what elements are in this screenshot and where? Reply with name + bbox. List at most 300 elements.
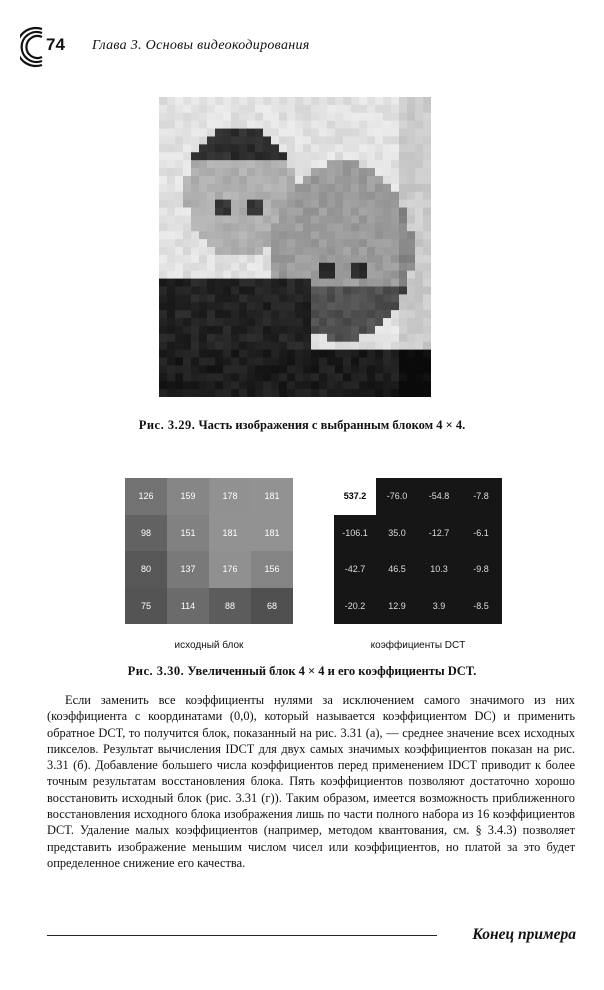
photo-pixel — [215, 279, 224, 287]
photo-pixel — [415, 113, 424, 121]
photo-pixel — [343, 113, 352, 121]
photo-pixel — [335, 373, 344, 381]
photo-pixel — [255, 176, 264, 184]
photo-pixel — [327, 136, 336, 144]
divider-rule — [47, 935, 437, 936]
photo-pixel — [215, 381, 224, 389]
photo-pixel — [207, 334, 216, 342]
photo-pixel — [399, 247, 408, 255]
photo-pixel — [423, 239, 431, 247]
photo-pixel — [175, 326, 184, 334]
photo-pixel — [287, 318, 296, 326]
photo-pixel — [415, 326, 424, 334]
photo-pixel — [223, 294, 232, 302]
photo-pixel — [231, 263, 240, 271]
photo-pixel — [303, 365, 312, 373]
grid-cell: -8.5 — [460, 588, 502, 625]
photo-pixel — [215, 200, 224, 208]
photo-pixel — [223, 389, 232, 397]
dct-coefficients-grid — [334, 478, 502, 624]
photo-pixel — [391, 129, 400, 137]
photo-pixel — [391, 184, 400, 192]
photo-pixel — [231, 373, 240, 381]
photo-pixel — [399, 263, 408, 271]
photo-pixel — [351, 121, 360, 129]
photo-pixel — [239, 271, 248, 279]
photo-pixel — [183, 136, 192, 144]
photo-pixel — [295, 176, 304, 184]
photo-pixel — [263, 231, 272, 239]
photo-pixel — [215, 105, 224, 113]
photo-pixel — [231, 176, 240, 184]
photo-pixel — [375, 160, 384, 168]
photo-pixel — [351, 310, 360, 318]
grid-cell: 181 — [251, 515, 293, 552]
photo-pixel — [407, 373, 416, 381]
photo-pixel — [199, 279, 208, 287]
photo-pixel — [239, 208, 248, 216]
photo-pixel — [247, 286, 256, 294]
page-number: 74 — [46, 35, 65, 54]
photo-pixel — [223, 350, 232, 358]
end-of-example: Конец примера — [472, 926, 576, 943]
photo-pixel — [383, 247, 392, 255]
photo-pixel — [159, 381, 168, 389]
photo-pixel — [295, 239, 304, 247]
photo-pixel — [399, 208, 408, 216]
photo-pixel — [327, 255, 336, 263]
photo-pixel — [175, 97, 184, 105]
photo-pixel — [359, 184, 368, 192]
grid-cell: 159 — [167, 478, 209, 515]
photo-pixel — [383, 255, 392, 263]
photo-pixel — [375, 286, 384, 294]
photo-pixel — [407, 239, 416, 247]
photo-pixel — [423, 318, 431, 326]
photo-pixel — [351, 215, 360, 223]
photo-pixel — [239, 279, 248, 287]
photo-pixel — [303, 184, 312, 192]
photo-pixel — [359, 152, 368, 160]
photo-pixel — [407, 208, 416, 216]
photo-pixel — [375, 144, 384, 152]
photo-pixel — [343, 350, 352, 358]
photo-pixel — [239, 247, 248, 255]
photo-pixel — [311, 129, 320, 137]
photo-pixel — [279, 105, 288, 113]
photo-pixel — [311, 215, 320, 223]
photo-pixel — [375, 310, 384, 318]
photo-pixel — [263, 247, 272, 255]
photo-pixel — [383, 381, 392, 389]
photo-pixel — [263, 223, 272, 231]
photo-pixel — [247, 105, 256, 113]
grid-cell: 176 — [209, 551, 251, 588]
photo-pixel — [319, 263, 328, 271]
grid-cell: 181 — [251, 478, 293, 515]
photo-pixel — [191, 168, 200, 176]
photo-pixel — [279, 310, 288, 318]
photo-pixel — [167, 160, 176, 168]
photo-pixel — [367, 389, 376, 397]
photo-pixel — [343, 215, 352, 223]
photo-pixel — [359, 294, 368, 302]
photo-pixel — [367, 255, 376, 263]
photo-pixel — [215, 365, 224, 373]
photo-pixel — [383, 105, 392, 113]
photo-pixel — [231, 279, 240, 287]
photo-pixel — [375, 200, 384, 208]
photo-pixel — [263, 326, 272, 334]
photo-pixel — [423, 247, 431, 255]
photo-pixel — [391, 358, 400, 366]
photo-pixel — [407, 334, 416, 342]
photo-pixel — [359, 302, 368, 310]
photo-pixel — [279, 200, 288, 208]
photo-pixel — [263, 215, 272, 223]
photo-pixel — [287, 247, 296, 255]
grid-cell: 80 — [125, 551, 167, 588]
photo-pixel — [199, 318, 208, 326]
grid-cell: 35.0 — [376, 515, 418, 552]
photo-pixel — [199, 184, 208, 192]
photo-pixel — [287, 136, 296, 144]
photo-pixel — [367, 184, 376, 192]
photo-pixel — [391, 144, 400, 152]
photo-pixel — [335, 113, 344, 121]
photo-pixel — [343, 247, 352, 255]
photo-pixel — [319, 200, 328, 208]
photo-pixel — [287, 176, 296, 184]
photo-pixel — [311, 121, 320, 129]
photo-pixel — [351, 350, 360, 358]
photo-pixel — [183, 192, 192, 200]
photo-pixel — [319, 365, 328, 373]
photo-pixel — [263, 373, 272, 381]
photo-pixel — [399, 231, 408, 239]
photo-pixel — [407, 294, 416, 302]
photo-pixel — [167, 373, 176, 381]
photo-pixel — [335, 231, 344, 239]
photo-pixel — [359, 373, 368, 381]
photo-pixel — [383, 208, 392, 216]
photo-pixel — [359, 105, 368, 113]
photo-pixel — [183, 208, 192, 216]
photo-pixel — [391, 334, 400, 342]
photo-pixel — [375, 365, 384, 373]
photo-pixel — [335, 160, 344, 168]
photo-pixel — [183, 239, 192, 247]
photo-pixel — [391, 263, 400, 271]
photo-pixel — [351, 279, 360, 287]
photo-pixel — [415, 318, 424, 326]
photo-pixel — [415, 358, 424, 366]
photo-pixel — [391, 231, 400, 239]
photo-pixel — [295, 350, 304, 358]
photo-pixel — [399, 113, 408, 121]
photo-pixel — [255, 358, 264, 366]
photo-pixel — [295, 334, 304, 342]
photo-pixel — [287, 152, 296, 160]
photo-pixel — [367, 279, 376, 287]
photo-pixel — [199, 239, 208, 247]
photo-pixel — [399, 373, 408, 381]
photo-pixel — [367, 231, 376, 239]
photo-pixel — [351, 144, 360, 152]
photo-pixel — [295, 302, 304, 310]
photo-pixel — [359, 263, 368, 271]
photo-pixel — [279, 121, 288, 129]
photo-pixel — [359, 144, 368, 152]
photo-pixel — [391, 255, 400, 263]
photo-pixel — [303, 239, 312, 247]
photo-pixel — [415, 365, 424, 373]
photo-pixel — [319, 215, 328, 223]
photo-pixel — [407, 279, 416, 287]
photo-pixel — [263, 310, 272, 318]
photo-pixel — [327, 294, 336, 302]
photo-pixel — [263, 208, 272, 216]
photo-pixel — [159, 168, 168, 176]
photo-pixel — [375, 342, 384, 350]
photo-pixel — [327, 160, 336, 168]
photo-pixel — [175, 302, 184, 310]
photo-pixel — [159, 286, 168, 294]
photo-pixel — [167, 129, 176, 137]
photo-pixel — [311, 160, 320, 168]
photo-pixel — [207, 200, 216, 208]
photo-pixel — [255, 310, 264, 318]
photo-pixel — [383, 365, 392, 373]
photo-pixel — [295, 105, 304, 113]
photo-pixel — [175, 373, 184, 381]
photo-pixel — [415, 136, 424, 144]
original-block-label: исходный блок — [174, 640, 244, 651]
photo-pixel — [327, 192, 336, 200]
photo-pixel — [263, 184, 272, 192]
photo-pixel — [191, 184, 200, 192]
photo-pixel — [343, 184, 352, 192]
photo-pixel — [295, 310, 304, 318]
photo-pixel — [351, 176, 360, 184]
photo-pixel — [167, 279, 176, 287]
photo-pixel — [311, 358, 320, 366]
photo-pixel — [383, 129, 392, 137]
photo-pixel — [343, 208, 352, 216]
photo-pixel — [191, 97, 200, 105]
photo-pixel — [415, 271, 424, 279]
photo-pixel — [199, 334, 208, 342]
photo-pixel — [423, 208, 431, 216]
photo-pixel — [159, 121, 168, 129]
grid-cell: 178 — [209, 478, 251, 515]
photo-pixel — [335, 302, 344, 310]
photo-pixel — [287, 373, 296, 381]
photo-pixel — [231, 286, 240, 294]
photo-pixel — [279, 160, 288, 168]
photo-pixel — [311, 223, 320, 231]
photo-pixel — [295, 208, 304, 216]
photo-pixel — [247, 160, 256, 168]
photo-pixel — [351, 152, 360, 160]
grid-cell: -20.2 — [334, 588, 376, 625]
photo-pixel — [175, 389, 184, 397]
photo-pixel — [263, 389, 272, 397]
photo-pixel — [175, 168, 184, 176]
photo-pixel — [191, 365, 200, 373]
photo-pixel — [175, 215, 184, 223]
photo-pixel — [351, 342, 360, 350]
photo-pixel — [207, 271, 216, 279]
photo-pixel — [255, 381, 264, 389]
photo-pixel — [279, 358, 288, 366]
photo-pixel — [239, 358, 248, 366]
photo-pixel — [199, 326, 208, 334]
photo-pixel — [383, 271, 392, 279]
photo-pixel — [383, 192, 392, 200]
photo-pixel — [287, 231, 296, 239]
photo-pixel — [375, 239, 384, 247]
photo-pixel — [343, 286, 352, 294]
photo-pixel — [263, 302, 272, 310]
photo-pixel — [399, 326, 408, 334]
photo-pixel — [247, 247, 256, 255]
photo-pixel — [255, 105, 264, 113]
photo-pixel — [175, 255, 184, 263]
photo-pixel — [287, 358, 296, 366]
photo-pixel — [175, 192, 184, 200]
photo-pixel — [191, 286, 200, 294]
grid-cell: -6.1 — [460, 515, 502, 552]
photo-pixel — [407, 263, 416, 271]
photo-pixel — [375, 223, 384, 231]
photo-pixel — [223, 168, 232, 176]
photo-pixel — [415, 184, 424, 192]
photo-pixel — [391, 294, 400, 302]
photo-pixel — [287, 294, 296, 302]
photo-pixel — [295, 192, 304, 200]
photo-pixel — [255, 263, 264, 271]
photo-pixel — [415, 215, 424, 223]
photo-pixel — [423, 97, 431, 105]
photo-pixel — [383, 302, 392, 310]
photo-pixel — [183, 263, 192, 271]
photo-pixel — [247, 334, 256, 342]
photo-pixel — [343, 129, 352, 137]
photo-pixel — [191, 302, 200, 310]
photo-pixel — [327, 279, 336, 287]
photo-pixel — [207, 113, 216, 121]
photo-pixel — [271, 129, 280, 137]
photo-pixel — [231, 365, 240, 373]
photo-pixel — [375, 184, 384, 192]
photo-pixel — [399, 239, 408, 247]
photo-pixel — [223, 231, 232, 239]
photo-pixel — [191, 223, 200, 231]
photo-pixel — [407, 160, 416, 168]
photo-pixel — [367, 160, 376, 168]
photo-pixel — [255, 168, 264, 176]
photo-pixel — [351, 97, 360, 105]
photo-pixel — [367, 342, 376, 350]
grid-cell: -76.0 — [376, 478, 418, 515]
photo-pixel — [391, 176, 400, 184]
photo-pixel — [207, 105, 216, 113]
photo-pixel — [175, 136, 184, 144]
photo-pixel — [247, 208, 256, 216]
photo-pixel — [375, 121, 384, 129]
photo-pixel — [239, 302, 248, 310]
photo-pixel — [303, 294, 312, 302]
photo-pixel — [207, 318, 216, 326]
photo-pixel — [279, 279, 288, 287]
photo-pixel — [255, 318, 264, 326]
photo-pixel — [415, 342, 424, 350]
photo-pixel — [399, 279, 408, 287]
photo-pixel — [415, 176, 424, 184]
photo-pixel — [239, 105, 248, 113]
photo-pixel — [239, 200, 248, 208]
photo-pixel — [239, 373, 248, 381]
photo-pixel — [303, 271, 312, 279]
photo-pixel — [351, 358, 360, 366]
photo-pixel — [247, 381, 256, 389]
photo-pixel — [367, 286, 376, 294]
photo-pixel — [247, 389, 256, 397]
photo-pixel — [383, 239, 392, 247]
photo-pixel — [311, 192, 320, 200]
photo-pixel — [415, 105, 424, 113]
photo-pixel — [175, 144, 184, 152]
photo-pixel — [327, 326, 336, 334]
photo-pixel — [399, 350, 408, 358]
photo-pixel — [271, 310, 280, 318]
photo-pixel — [215, 136, 224, 144]
photo-pixel — [263, 121, 272, 129]
photo-pixel — [167, 144, 176, 152]
photo-pixel — [159, 358, 168, 366]
photo-pixel — [263, 97, 272, 105]
photo-pixel — [159, 192, 168, 200]
photo-pixel — [343, 365, 352, 373]
photo-pixel — [407, 113, 416, 121]
photo-pixel — [279, 97, 288, 105]
photo-pixel — [303, 358, 312, 366]
photo-pixel — [415, 294, 424, 302]
photo-pixel — [359, 342, 368, 350]
photo-pixel — [279, 239, 288, 247]
photo-pixel — [207, 176, 216, 184]
photo-pixel — [423, 184, 431, 192]
photo-pixel — [215, 121, 224, 129]
photo-pixel — [423, 294, 431, 302]
photo-pixel — [391, 215, 400, 223]
photo-pixel — [231, 318, 240, 326]
photo-pixel — [159, 223, 168, 231]
photo-pixel — [191, 136, 200, 144]
photo-pixel — [303, 144, 312, 152]
photo-pixel — [239, 255, 248, 263]
photo-pixel — [207, 381, 216, 389]
photo-pixel — [247, 373, 256, 381]
photo-pixel — [359, 136, 368, 144]
photo-pixel — [375, 192, 384, 200]
grid-cell: 114 — [167, 588, 209, 625]
photo-pixel — [207, 294, 216, 302]
photo-pixel — [415, 279, 424, 287]
photo-pixel — [199, 121, 208, 129]
photo-pixel — [287, 160, 296, 168]
